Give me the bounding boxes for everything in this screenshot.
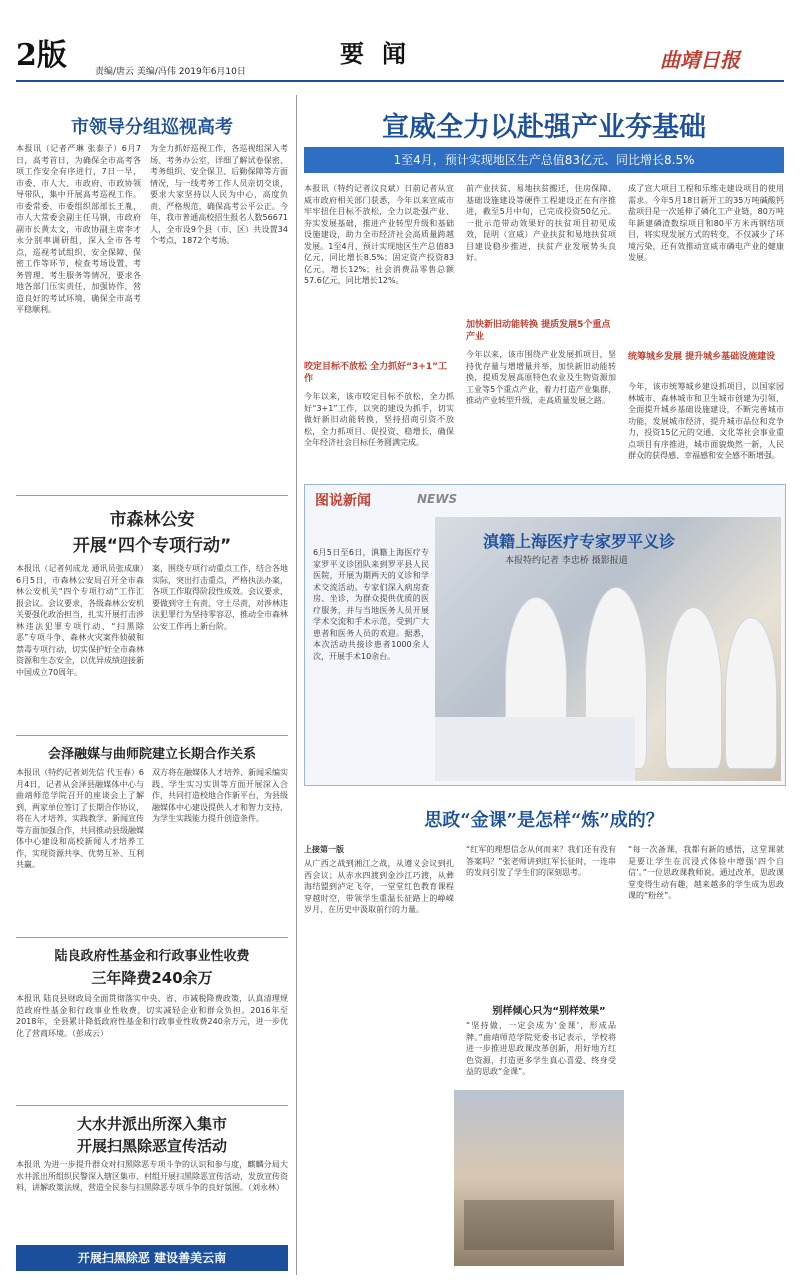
article-body-luliang: 本报讯 陆良县财政局全面贯彻落实中央、省、市减税降费政策，认真清理规范政府性基金和行政事业性收费，切实减轻企业和群众负担。2016年至2018年，全县累计降低政府性基金和行政事业性收费240余万元，进一步优化了营商环境。（彭成云） bbox=[16, 994, 288, 1038]
feature-col3: “每一次备课，我都有新的感悟，这堂课就是要让学生在沉浸式体验中增强‘四个自信’。”一位思政课教师说。通过改革，思政课堂变得生动有趣，越来越多的学生成为思政课的“粉丝”。 bbox=[628, 845, 784, 900]
photo-title-overlay: 滇籍上海医疗专家罗平义诊 bbox=[483, 532, 676, 551]
hospital-photo bbox=[435, 517, 781, 781]
article-body-gaokao-2: 为全力抓好巡视工作，各巡视组深入考场、考务办公室，详细了解试卷保密、考务组织、安全保卫、后勤保障等方面情况，与一线考务工作人员亲切交谈，要求大家坚持以人民为中心，高度负责、严格规范，确保高考公平公正。今年，我市普通高校招生报名人数56671人，全市设9个县（市、区）共设置34个考点，1872个考场。 bbox=[150, 144, 288, 245]
lead-col3-sub: 统筹城乡发展 提升城乡基础设施建设 bbox=[628, 352, 776, 362]
page-header bbox=[0, 0, 800, 82]
article-title-forest-2: 开展“四个专项行动” bbox=[72, 536, 232, 556]
lead-col3b: 今年，该市统筹城乡建设抓项目，以国家园林城市、森林城市和卫生城市创建为引领，全面提升城乡基础设施建设，不断完善城市功能，发展城市经济，提升城市品位和竞争力，投资15亿元的交通、文化等社会事业重点项目有序推进，城市面貌焕然一新，人民群众的获得感、幸福感和安全感不断增强。 bbox=[628, 382, 784, 460]
edit-line: 责编/唐云 美编/冯伟 2019年6月10日 bbox=[95, 67, 246, 77]
lead-col1-sub: 咬定目标不放松 全力抓好“3+1”工作 bbox=[304, 362, 448, 384]
lead-col2-sub: 加快新旧动能转换 提质发展5个重点产业 bbox=[466, 320, 611, 342]
feature-col1: 从广西之战到湘江之战，从遵义会议到扎西会议；从赤水四渡到金沙江巧渡，从彝海结盟到泸定飞夺，一堂堂红色教育课程穿越时空，带领学生重温长征路上的峥嵘岁月，在历史中汲取前行的力量。 bbox=[304, 859, 454, 914]
photo-tag-label: 图说新闻 bbox=[315, 493, 371, 509]
lead-col2b: 今年以来，该市围绕产业发展抓项目，坚持优存量与增增量并举，加快新旧动能转换，提质发展高原特色农业及生物资源加工业等5个重点产业，着力打造产业集群，推动产业转型升级，走高质量发展之路。 bbox=[466, 350, 616, 405]
article-title-dashuijing: 大水井派出所深入集市 bbox=[76, 1115, 227, 1133]
newspaper-logo: 曲靖日报 bbox=[660, 48, 740, 72]
lead-col1: 本报讯（特约记者汶良斌）日前记者从宣威市政府相关部门获悉，今年以来宣威市牢牢扭住目标不放松，全力以赴强产业、夯实发展基础，推进产业转型升级和基础设施建设，助力全市经济社会高质量跨越发展。1至4月，预计实现地区生产总值83亿元，同比增长8.5%；固定资产投资83亿元，增长12%；社会消费品零售总额57.6亿元，同比增长12%。 bbox=[304, 184, 454, 285]
article-body-forest: 本报讯（记者何成龙 通讯员张成康）6月5日，市森林公安局召开全市森林公安机关“四个专项行动”工作汇报会议。会议要求，各级森林公安机关要强化政治担当，扎实开展打击涉林违法犯罪专项行动、“扫黑除恶”专项斗争、森林火灾案件侦破和禁毒专项行动，切实保护好全市森林资源和生态安全，以优异成绩迎接新中国成立70周年。 bbox=[16, 564, 144, 677]
feature-title: 思政“金课”是怎样“炼”成的？ bbox=[424, 810, 664, 831]
lead-col1b: 今年以来，该市咬定目标不放松，全力抓好“3+1”工作，以突的建设为抓手，切实做好新旧动能转换，坚持招商引资不放松，全力抓项目、促投资、稳增长，确保全年经济社会目标任务圆满完成。 bbox=[304, 392, 454, 447]
feature-story bbox=[304, 790, 784, 1275]
article-body-forest-2: 案，围绕专项行动重点工作，结合各地实际，突出打击重点，严格执法办案，各项工作取得阶段性成效。会议要求，要做到守土有责、守土尽责，对涉林违法犯罪行为坚持零容忍，推动全市森林公安工作再上新台阶。 bbox=[152, 564, 288, 631]
feature-byline: 上接第一版 bbox=[304, 845, 344, 854]
article-title-dashuijing-2: 开展扫黑除恶宣传活动 bbox=[76, 1137, 227, 1155]
lead-subtitle: 1至4月，预计实现地区生产总值83亿元、同比增长8.5% bbox=[304, 147, 784, 173]
article-body-huize-2: 双方将在融媒体人才培养、新闻采编实践、学生实习实训等方面开展深入合作，共同打造校地合作新平台，为县级融媒体中心建设提供人才和智力支持，为学生实践能力提升创造条件。 bbox=[152, 768, 288, 823]
lead-col3: 成了宣大项目工程和乐维走建设项目的使用需求。今年5月18日新开工的35万吨碱酸钙盐项目是一次延伸了磷化工产业链，80万吨年新建磷渣数综项目和80平方米再钢结项目，将实现发展方式的转变，不仅减少了环境污染，还有效推动宣威市磷电产业的健康发展。 bbox=[628, 184, 784, 262]
photo-byline-overlay: 本报特约记者 李忠桥 摄影报道 bbox=[505, 556, 628, 566]
article-body-huize: 本报讯（特约记者刘先信 代玉春）6月4日，记者从会泽县融媒体中心与曲靖师范学院召开的座谈会上了解到，两家单位签订了长期合作协议，将在人才培养、实践教学、新闻宣传等方面加强合作，共同推动县级融媒体中心建设和高校新闻人才培养工作，实现资源共享、优势互补、互利共赢。 bbox=[16, 768, 144, 869]
lead-story bbox=[304, 95, 784, 475]
lead-col2: 前产业扶贫、易地扶贫搬迁，住房保障、基础设施建设等硬件工程建设正在有序推进，截至5月中旬，已完成投资50亿元。一批示范带动效果好的扶贫项目初见成效，昆明（宣威）产业扶贫和易地扶贫项目建设稳步推进，扶贫产业发展势头良好。 bbox=[466, 184, 616, 262]
section-title: 要闻 bbox=[340, 39, 424, 68]
photo-news-tag bbox=[305, 485, 485, 511]
article-body-dashuijing: 本报讯 为进一步提升群众对扫黑除恶专项斗争的认识和参与度，麒麟分局大水井派出所组织民警深入辖区集市、村组开展扫黑除恶宣传活动，发放宣传资料，讲解政策法规，营造全民参与扫黑除恶专项斗争的良好氛围。（刘永林） bbox=[16, 1160, 288, 1192]
photo-tag-en: NEWS bbox=[417, 492, 458, 506]
photo-news bbox=[304, 484, 786, 786]
article-title-luliang-2: 三年降费240余万 bbox=[91, 969, 213, 987]
banner: 开展扫黑除恶 建设善美云南 bbox=[16, 1245, 288, 1271]
lead-title: 宣威全力以赴强产业夯基础 bbox=[382, 112, 706, 143]
page-number: 2版 bbox=[16, 38, 67, 73]
classroom-photo bbox=[454, 1090, 624, 1266]
feature-col2: “红军的理想信念从何而来？我们还有没有答案吗？”张老师讲到红军长征时，一连串的发问引发了学生们的深刻思考。 bbox=[466, 845, 616, 877]
feature-col2b: “坚持做，一定会成为‘金课’，形成品牌。”曲靖师范学院党委书记表示，学校将进一步推进思政课改革创新，用好地方红色资源，打造更多学生真心喜爱、终身受益的思政“金课”。 bbox=[466, 1021, 616, 1076]
article-body-gaokao: 本报讯（记者严琳 张泰子）6月7日，高考首日，为确保全市高考各项工作安全有序进行，7日一早，市委、市人大、市政府、市政协领导带队，集中开展高考巡视工作。市委常委、市委组织部部长王胤，市人大常委会副主任马钢，市政府副市长黄太文，市政协副主席李才永分别率调研组，深入全市各考点，巡视考试组织、安全保障、保密工作等环节，检查考场设置、考务管理、考生服务等情况，要求各地各部门压实责任，加强协作，营造良好的考试环境，确保全市高考平稳顺利。 bbox=[16, 144, 141, 314]
photo-news-body: 6月5日至6日，滇籍上海医疗专家罗平义诊团队来到罗平县人民医院，开展为期两天的义诊和学术交流活动。专家们深入病房查房、坐诊，为群众提供优质的医疗服务，并与当地医务人员开展学术交流和手术示范，受到广大患者和医务人员的欢迎。据悉，本次活动共接诊患者1000余人次，开展手术10余台。 bbox=[313, 548, 429, 661]
left-column bbox=[16, 95, 288, 1275]
article-title-huize: 会泽融媒与曲师院建立长期合作关系 bbox=[47, 747, 256, 762]
header-rule bbox=[16, 80, 784, 82]
article-title-luliang: 陆良政府性基金和行政事业性收费 bbox=[54, 949, 250, 964]
article-title-forest: 市森林公安 bbox=[109, 510, 195, 530]
feature-sub: 别样倾心只为“别样效果” bbox=[492, 1006, 606, 1017]
article-title-gaokao: 市领导分组巡视高考 bbox=[71, 117, 233, 138]
